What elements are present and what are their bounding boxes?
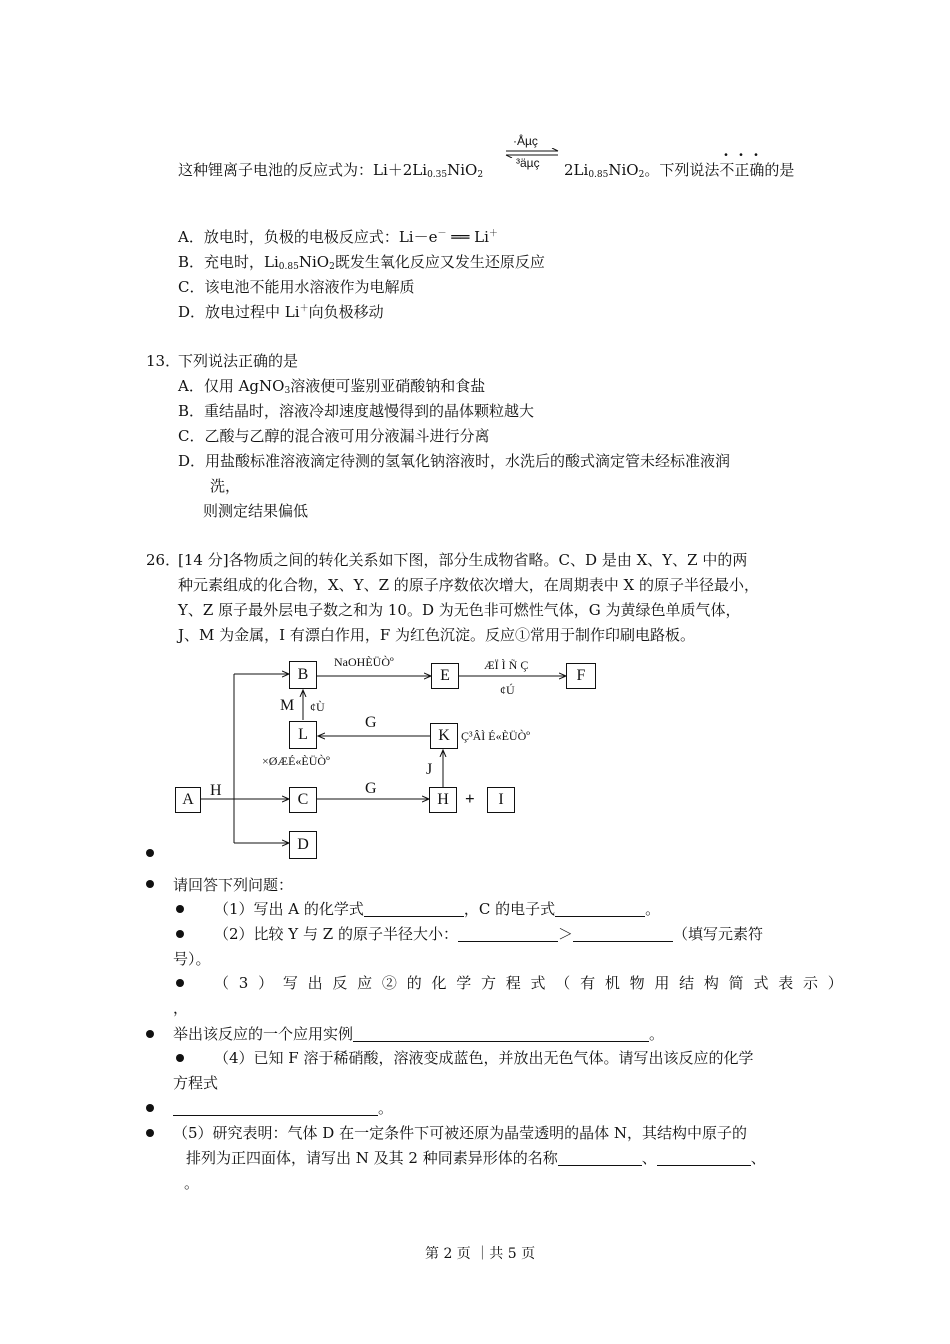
q26-number: 26． (146, 551, 181, 569)
bullet (176, 930, 184, 938)
q26-prompt: 请回答下列问题： (173, 876, 294, 894)
q12-arrow-bottom: ³äµç (516, 156, 540, 170)
emphasis-char: 正 (734, 161, 750, 179)
answer-blank[interactable] (657, 1151, 751, 1166)
q26-line4: J、M 为金属，I 有漂白作用，F 为红色沉淀。反应①常用于制作印刷电路板。 (178, 626, 696, 644)
edge-label-m: M (280, 697, 295, 714)
answer-blank[interactable] (555, 902, 645, 917)
edge-label-j: J (426, 761, 433, 778)
answer-blank[interactable] (353, 1027, 649, 1042)
q26-part3-example: 举出该反应的一个应用实例 。 (173, 1025, 665, 1043)
node-K: K (430, 723, 458, 749)
node-C: C (289, 787, 317, 813)
q12-option-a: A．放电时，负极的电极反应式：Li－e－ ══ Li＋ (178, 228, 498, 246)
q26-line2: 种元素组成的化合物，X、Y、Z 的原子序数依次增大，在周期表中 X 的原子半径最小， (178, 576, 759, 594)
q26-part4-answer: 。 (173, 1101, 393, 1116)
q26-part5: （5）研究表明：气体 D 在一定条件下可被还原为晶莹透明的晶体 N，其结构中原子的 (173, 1124, 748, 1142)
bullet (146, 849, 154, 857)
edge-label-g-upper: G (365, 714, 377, 731)
answer-blank[interactable] (173, 1101, 378, 1116)
bullet (176, 905, 184, 913)
edge-label-h: H (210, 782, 222, 799)
node-L: L (289, 721, 317, 749)
q13-option-c: C．乙酸与乙醇的混合液可用分液漏斗进行分离 (178, 427, 490, 445)
q12-option-c: C．该电池不能用水溶液作为电解质 (178, 278, 415, 296)
q26-line1: [14 分]各物质之间的转化关系如下图，部分生成物省略。C、D 是由 X、Y、Z 中的两 (178, 551, 748, 569)
q26-part3: （ 3 ） 写 出 反 应 ② 的 化 学 方 程 式 （ 有 机 物 用 结 构 简 式 表 示 ） (214, 974, 846, 992)
q13-option-d-line1: D．用盐酸标准溶液滴定待测的氢氧化钠溶液时，水洗后的酸式滴定管未经标准液润 (178, 452, 731, 470)
q12-stem-right: $2Li_{0.85}NiO_2$。下列说法不正确的是 (564, 161, 795, 180)
q26-part2-cont: 号）。 (173, 950, 211, 968)
q26-part2: （2）比较 Y 与 Z 的原子半径大小： ＞ （填写元素符 (214, 925, 763, 943)
q26-part1: （1）写出 A 的化学式 ，C 的电子式 。 (214, 900, 661, 918)
q12-stem: 这种锂离子电池的反应式为：$Li+2Li_{0.35}NiO_2$ (178, 161, 484, 180)
q26-part4-cont: 方程式 (173, 1074, 219, 1092)
node-B: B (289, 661, 317, 689)
edge-label-e-f-bottom: ¢Ú (500, 683, 515, 697)
plus-sign: + (465, 789, 475, 808)
node-H: H (429, 787, 457, 813)
edge-label-naoh: NaOHÈÜÒº (334, 655, 394, 669)
q12-arrow-top: ·Åµç (513, 134, 538, 148)
node-F: F (566, 663, 596, 689)
q26-part5-cont: 排列为正四面体，请写出 N 及其 2 种同素异形体的名称 、 、 (186, 1149, 766, 1167)
node-D: D (289, 831, 317, 859)
answer-blank[interactable] (364, 902, 464, 917)
q26-part3-comma: ， (173, 999, 189, 1017)
l-note: ×ØÆÉ«ÈÜÒº (262, 754, 330, 768)
bullet (176, 1054, 184, 1062)
node-A: A (175, 787, 201, 813)
q12-option-b: B．充电时，$Li_{0.85}NiO_2$既发生氧化反应又发生还原反应 (178, 253, 545, 272)
k-note: Ç³ÂÌ É«ÈÜÒº (461, 729, 530, 743)
emphasis-char: 不 (719, 161, 735, 179)
q13-option-d-line3: 则测定结果偏低 (203, 502, 309, 520)
answer-blank[interactable] (558, 1151, 642, 1166)
bullet (146, 1129, 154, 1137)
q26-line3: Y、Z 原子最外层电子数之和为 10。D 为无色非可燃性气体，G 为黄绿色单质气体， (178, 601, 741, 619)
node-I: I (487, 787, 515, 813)
q13-number: 13． (146, 352, 181, 370)
bullet (146, 1104, 154, 1112)
q13-stem: 下列说法正确的是 (178, 352, 299, 370)
node-E: E (431, 663, 459, 689)
answer-blank[interactable] (573, 927, 673, 942)
bullet (176, 979, 184, 987)
q13-option-b: B．重结晶时，溶液冷却速度越慢得到的晶体颗粒越大 (178, 402, 535, 420)
page-footer: 第 2 页 ｜共 5 页 (425, 1246, 536, 1262)
reaction-diagram-lines (0, 650, 950, 870)
q13-option-a: A．仅用 AgNO$_3$溶液便可鉴别亚硝酸钠和食盐 (178, 377, 486, 396)
edge-label-e-f-top: ÆÏ Ì Ñ Ç (484, 658, 529, 672)
edge-label-g-lower: G (365, 780, 377, 797)
q26-part4: （4）已知 F 溶于稀硝酸，溶液变成蓝色，并放出无色气体。请写出该反应的化学 (214, 1049, 754, 1067)
edge-label-reaction-1: ¢Ù (310, 700, 325, 714)
q13-option-d-line2: 洗， (210, 477, 241, 495)
bullet (146, 880, 154, 888)
bullet (146, 1030, 154, 1038)
q12-option-d: D．放电过程中 Li＋向负极移动 (178, 303, 384, 321)
q26-part5-end: 。 (184, 1174, 200, 1192)
emphasis-char: 确 (749, 161, 765, 179)
answer-blank[interactable] (458, 927, 558, 942)
